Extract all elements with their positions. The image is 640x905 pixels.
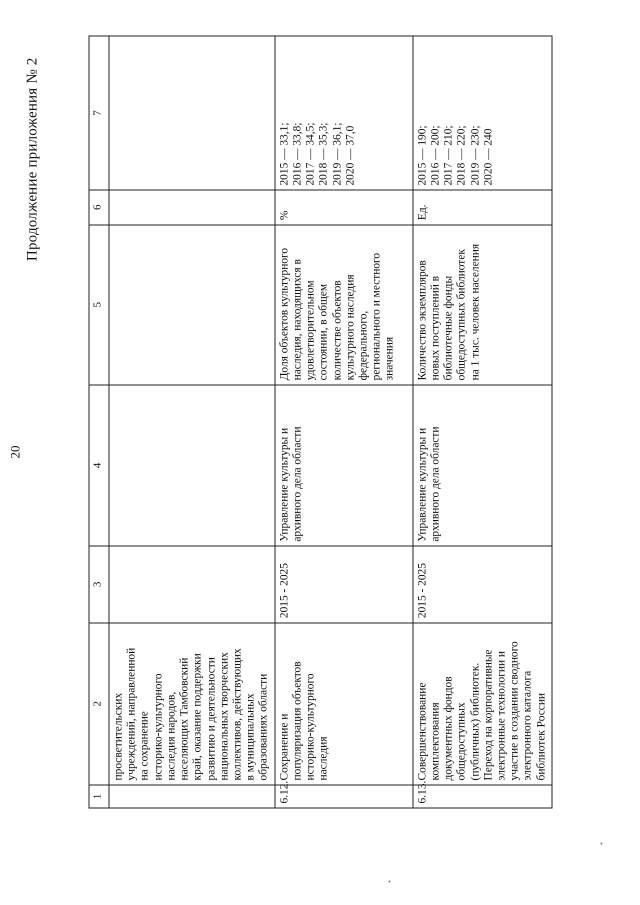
period-cell [109,546,275,622]
measure-name-line: развитию и деятельности [205,657,218,781]
measure-name-cell [109,623,275,785]
measure-name-line: наследия народов, [165,691,178,781]
measure-name-line: комплектования [429,702,442,781]
executor-cell [413,385,552,546]
target-values-cell [109,36,275,190]
measure-name-line: населяющих Тамбовский [178,657,191,781]
indicator-line: значения [383,336,396,381]
executor-line: Управление культуры и [416,427,429,542]
indicator-line: культурного наследия [344,274,357,381]
indicator-cell [275,225,413,385]
indicator-line: Доля объектов культурного [278,247,291,381]
indicator-line: Количество экземпляров [416,260,429,381]
column-header: 2 [89,623,109,785]
target-values-line: 2015 — 33,1; [278,122,291,186]
measure-name-line: библиотек России [535,692,548,781]
target-values-line: 2019 — 230; [469,125,481,186]
target-values-line: 2019 — 36,1; [331,122,343,186]
target-values-line: 2018 — 220; [455,125,468,186]
measure-name-line: Совершенствование [416,682,429,781]
appendix-continuation-title: Продолжение приложения № 2 [24,57,41,262]
target-values-line: 2016 — 200; [429,125,442,186]
measure-name-line: национальных творческих [218,652,231,781]
indicator-line: состоянии, в общем [317,283,330,381]
measure-name-line: учреждений, направленной [125,647,138,781]
indicator-line: удовлетворительном [304,280,317,381]
indicator-line: на 1 тыс. человек населения [469,243,481,381]
target-values-cell [413,36,552,190]
measure-name-line: электронного каталога [521,670,534,781]
unit-cell: Ед. [413,190,552,225]
executor-line: Управление культуры и [278,427,291,542]
measure-name-line: Сохранение и [278,713,291,781]
measure-name-line: историко-культурного [304,673,317,781]
indicator-line: библиотечные фонды [442,275,455,381]
period-cell: 2015 - 2025 [275,546,413,622]
measure-name-line: коллективов, действующих [231,648,244,781]
measure-name-line: общедоступных [455,702,468,781]
measure-name-cell [413,623,552,785]
table-row [109,36,275,808]
row-number-cell: 6.13. [413,785,552,808]
measure-name-line: наследия [317,736,330,781]
column-header: 3 [89,546,109,622]
target-values-line: 2018 — 35,3; [317,122,330,186]
measure-name-line: просветительских [112,692,125,781]
executor-cell [109,385,275,546]
column-header: 5 [89,225,109,385]
indicator-cell [413,225,552,385]
indicator-line: общедоступных библиотек [455,249,468,381]
column-header: 4 [89,385,109,546]
measure-name-line: (публичных) библиотек. [469,662,481,781]
indicator-line: количестве объектов [331,280,343,381]
document-page [1,0,640,905]
measure-name-line: образованиях области [257,673,270,781]
target-values-cell [275,36,413,190]
scan-speck [389,881,391,883]
target-values-line: 2015 — 190; [416,125,429,186]
scan-speck [601,843,603,845]
unit-cell: % [275,190,413,225]
executor-line: архивного дела области [429,426,442,542]
unit-cell [109,190,275,225]
measure-name-line: электронные технологии и [495,651,508,781]
period-cell: 2015 - 2025 [413,546,552,622]
target-values-line: 2020 — 37,0 [344,125,357,186]
measure-name-line: историко-культурного [152,673,165,781]
target-values-line: 2016 — 33,8; [291,122,304,186]
table-row [275,36,413,808]
row-number-cell: 6.12. [275,785,413,808]
measure-name-line: участие в создании сводного [508,641,521,781]
target-values-line: 2017 — 210; [442,125,455,186]
indicator-line: новых поступлений в [429,275,442,381]
target-values-line: 2020 — 240 [482,128,495,186]
page-number: 20 [7,445,23,459]
measure-name-line: Переход на корпоративные [482,649,495,781]
indicator-line: наследия, находящихся в [291,259,304,381]
column-header: 6 [89,190,109,225]
measure-name-line: популяризация объектов [291,661,304,781]
table-row [413,36,552,808]
measure-name-line: в муниципальных [244,693,257,781]
target-values-line: 2017 — 34,5; [304,122,317,186]
measure-name-line: край, оказание поддержки [191,653,204,781]
executor-cell [275,385,413,546]
indicator-cell [109,225,275,385]
indicator-line: федерального, [357,310,370,381]
column-header: 7 [89,36,109,190]
indicator-line: регионального и местного [370,252,383,381]
measure-name-line: документных фондов [442,676,455,781]
measure-name-cell [275,623,413,785]
column-number-row [89,36,109,808]
measures-table [89,36,553,809]
measure-name-line: на сохранение [138,711,151,781]
column-header: 1 [89,785,109,808]
row-number-cell [109,785,275,808]
executor-line: архивного дела области [291,426,304,542]
